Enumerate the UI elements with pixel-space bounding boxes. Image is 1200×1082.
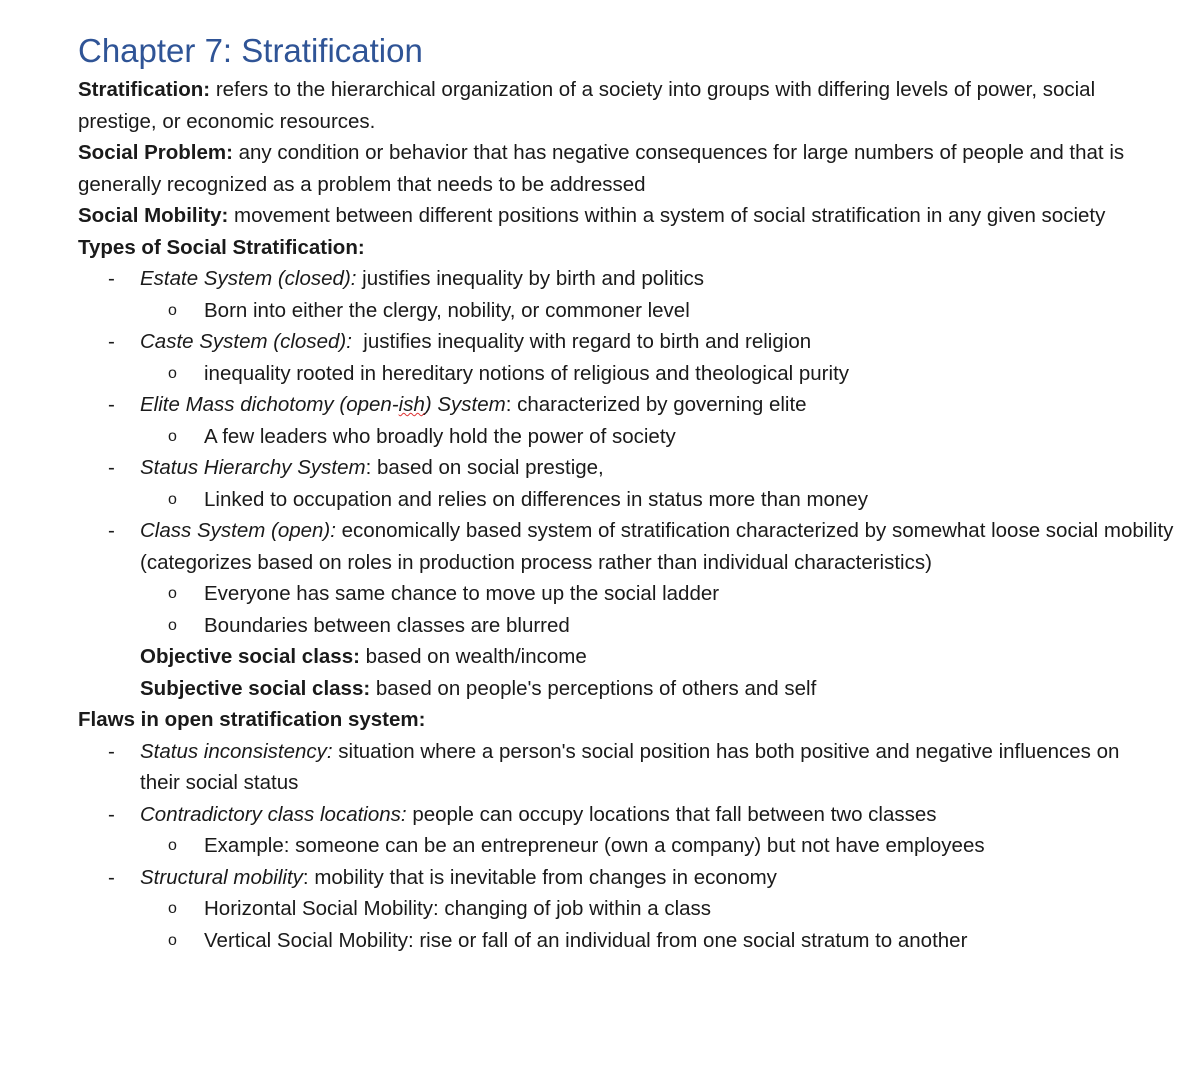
dash-bullet: - xyxy=(108,456,115,479)
sub-list-item-text: Everyone has same chance to move up the social ladder xyxy=(204,582,720,605)
list-item xyxy=(78,799,1178,831)
list-item-label xyxy=(140,393,506,416)
dash-bullet: - xyxy=(108,865,115,889)
list-item-label: Contradictory class locations: xyxy=(140,802,407,826)
spellcheck-underlined-word: ish xyxy=(398,393,425,416)
class-definition-subjective xyxy=(78,673,1178,705)
list-item-text: situation where a person's social position has both positive and negative influences on their social status xyxy=(140,739,1120,794)
list-item-label: Estate System (closed): xyxy=(140,267,357,290)
sub-list-item-text: Boundaries between classes are blurred xyxy=(204,613,570,637)
sub-list-item-text: inequality rooted in hereditary notions of religious and theological purity xyxy=(204,361,850,385)
list-item-text: : based on social prestige, xyxy=(365,456,604,479)
list-item-label: Status inconsistency: xyxy=(140,739,333,763)
list-item-text: : mobility that is inevitable from changes in economy xyxy=(302,865,777,889)
sub-list-item xyxy=(78,893,1178,925)
definition-term: Stratification: xyxy=(78,78,211,101)
section-heading-flaws: Flaws in open stratification system: xyxy=(78,708,426,731)
section-heading-types: Types of Social Stratification: xyxy=(78,235,365,259)
definition-term: Social Mobility: xyxy=(78,204,229,227)
list-item-label: Class System (open): xyxy=(140,519,336,542)
list-item xyxy=(78,515,1180,578)
definition-social-problem xyxy=(78,137,1168,200)
sub-list-item xyxy=(78,421,1178,453)
list-item-text: : characterized by governing elite xyxy=(505,393,807,416)
circle-bullet-icon: o xyxy=(168,301,177,319)
list-item-label: Caste System (closed): xyxy=(140,330,352,353)
dash-bullet: - xyxy=(108,330,115,353)
list-item-text: people can occupy locations that fall between two classes xyxy=(406,802,937,826)
sub-list-item xyxy=(78,610,1178,642)
circle-bullet-icon: o xyxy=(168,900,177,917)
list-item xyxy=(78,389,1178,421)
sub-list-item xyxy=(78,578,1178,610)
circle-bullet-icon: o xyxy=(168,616,177,634)
dash-bullet: - xyxy=(108,519,115,542)
definition-text: movement between different positions within a system of social stratification in any given society xyxy=(228,204,1106,227)
class-text: based on people's perceptions of others and self xyxy=(370,676,817,700)
list-item xyxy=(78,862,1178,894)
circle-bullet-icon: o xyxy=(168,490,177,508)
definition-stratification xyxy=(78,74,1118,137)
sub-list-item xyxy=(78,358,1178,390)
dash-bullet: - xyxy=(108,802,115,826)
list-item-text: justifies inequality by birth and politics xyxy=(356,267,705,290)
circle-bullet-icon: o xyxy=(168,427,177,445)
sub-list-item-text: Born into either the clergy, nobility, or commoner level xyxy=(204,298,690,322)
sub-list-item-text: Linked to occupation and relies on differences in status more than money xyxy=(204,487,868,511)
definition-text: any condition or behavior that has negative consequences for large numbers of people and that is generally recognized as a problem that needs to be addressed xyxy=(78,141,1125,196)
document-page xyxy=(78,30,1178,956)
list-item-label-part: ) System xyxy=(424,393,506,416)
class-term: Subjective social class: xyxy=(140,676,371,700)
class-text: based on wealth/income xyxy=(359,645,587,668)
list-item-text: justifies inequality with regard to birth and religion xyxy=(351,330,812,353)
dash-bullet: - xyxy=(108,393,115,416)
sub-list-item-text: Vertical Social Mobility: rise or fall of an individual from one social stratum to another xyxy=(204,928,968,952)
list-item-label-part: Elite Mass dichotomy (open- xyxy=(140,393,399,416)
dash-bullet: - xyxy=(108,739,115,763)
list-item-label: Status Hierarchy System xyxy=(140,456,366,479)
page-title: Chapter 7: Stratification xyxy=(78,32,423,69)
sub-list-item xyxy=(78,925,1178,957)
sub-list-item-text: A few leaders who broadly hold the power of society xyxy=(204,424,676,448)
circle-bullet-icon: o xyxy=(168,364,177,382)
definition-text: refers to the hierarchical organization of a society into groups with differing levels of power, social prestige, or economic resources. xyxy=(78,78,1096,133)
circle-bullet-icon: o xyxy=(168,585,177,602)
list-item xyxy=(78,736,1140,799)
sub-list-item-text: Horizontal Social Mobility: changing of job within a class xyxy=(204,897,712,920)
list-item-label: Structural mobility xyxy=(140,865,303,889)
circle-bullet-icon: o xyxy=(168,931,177,949)
dash-bullet: - xyxy=(108,267,115,290)
definition-social-mobility xyxy=(78,200,1138,232)
sub-list-item-text: Example: someone can be an entrepreneur (own a company) but not have employees xyxy=(204,834,985,857)
sub-list-item xyxy=(78,830,1178,862)
list-item xyxy=(78,452,1178,484)
class-definition-objective xyxy=(78,641,1178,673)
sub-list-item xyxy=(78,484,1178,516)
list-item xyxy=(78,326,1178,358)
class-term: Objective social class: xyxy=(140,645,360,668)
list-item xyxy=(78,263,1178,295)
definition-term: Social Problem: xyxy=(78,141,233,164)
sub-list-item xyxy=(78,295,1178,327)
circle-bullet-icon: o xyxy=(168,837,177,854)
list-item-text: economically based system of stratification characterized by somewhat loose social mobility (categorizes based on roles in production process rather than individual characteristics) xyxy=(140,519,1174,574)
